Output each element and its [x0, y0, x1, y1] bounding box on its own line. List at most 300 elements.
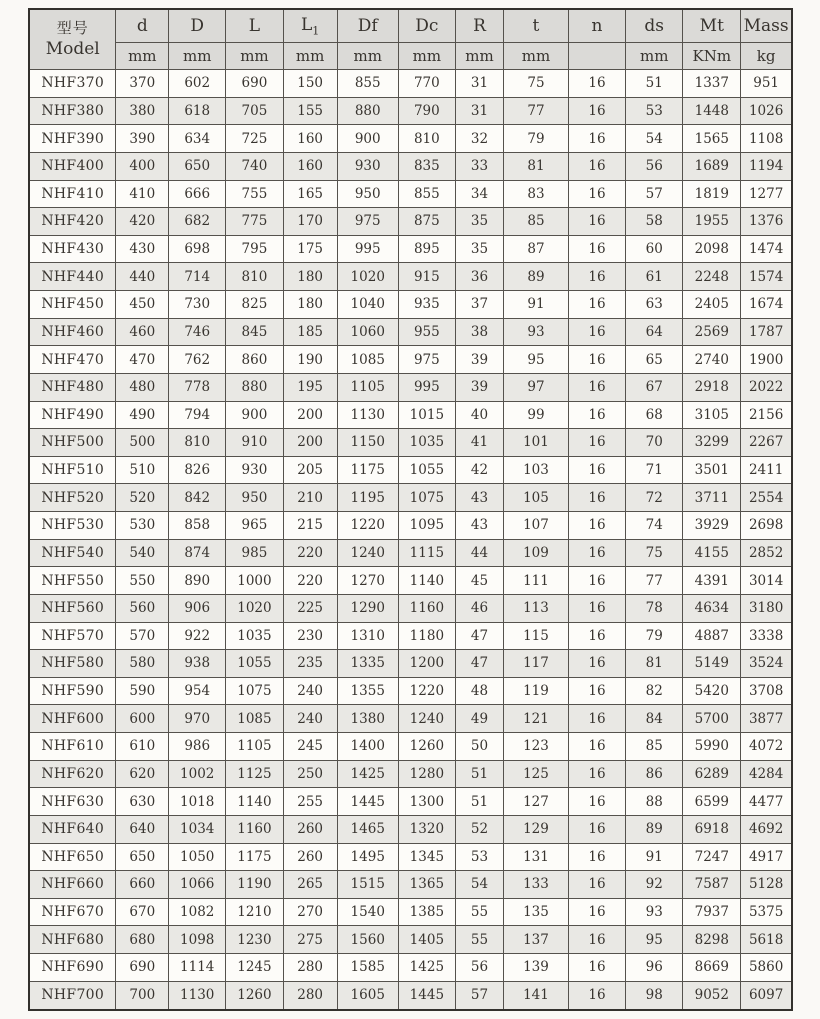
cell-ds: 53 [626, 97, 683, 125]
cell-d: 480 [116, 373, 169, 401]
cell-L: 1125 [226, 760, 283, 788]
cell-d: 590 [116, 677, 169, 705]
cell-Dc: 915 [398, 263, 455, 291]
cell-Mass: 3877 [741, 705, 792, 733]
cell-R: 57 [455, 981, 503, 1010]
cell-D: 618 [169, 97, 226, 125]
cell-Mass: 3014 [741, 567, 792, 595]
cell-L: 810 [226, 263, 283, 291]
cell-n: 16 [568, 815, 625, 843]
table-row [29, 152, 792, 180]
cell-n: 16 [568, 594, 625, 622]
cell-R: 38 [455, 318, 503, 346]
cell-R: 41 [455, 429, 503, 457]
cell-L1: 230 [283, 622, 337, 650]
cell-Mass: 4072 [741, 733, 792, 761]
cell-Mass: 1108 [741, 125, 792, 153]
table-row [29, 650, 792, 678]
cell-Dc: 1240 [398, 705, 455, 733]
table-row [29, 567, 792, 595]
column-unit-R: mm [455, 43, 503, 70]
cell-ds: 51 [626, 70, 683, 98]
cell-D: 1034 [169, 815, 226, 843]
table-row [29, 815, 792, 843]
cell-t: 107 [504, 512, 569, 540]
cell-Mass: 3524 [741, 650, 792, 678]
cell-D: 666 [169, 180, 226, 208]
cell-L1: 255 [283, 788, 337, 816]
cell-Mt: 2569 [683, 318, 741, 346]
table-row [29, 456, 792, 484]
cell-ds: 72 [626, 484, 683, 512]
cell-t: 139 [504, 954, 569, 982]
cell-L1: 205 [283, 456, 337, 484]
cell-d: 470 [116, 346, 169, 374]
table-row [29, 125, 792, 153]
cell-Mass: 5375 [741, 898, 792, 926]
cell-L: 1020 [226, 594, 283, 622]
cell-Mass: 1376 [741, 208, 792, 236]
cell-t: 103 [504, 456, 569, 484]
cell-Df: 1040 [337, 291, 398, 319]
cell-L: 1160 [226, 815, 283, 843]
cell-L1: 185 [283, 318, 337, 346]
cell-Dc: 1405 [398, 926, 455, 954]
cell-Dc: 810 [398, 125, 455, 153]
cell-Mt: 3105 [683, 401, 741, 429]
cell-d: 650 [116, 843, 169, 871]
cell-ds: 58 [626, 208, 683, 236]
cell-Mass: 4477 [741, 788, 792, 816]
cell-D: 890 [169, 567, 226, 595]
cell-n: 16 [568, 926, 625, 954]
cell-L: 690 [226, 70, 283, 98]
cell-t: 77 [504, 97, 569, 125]
cell-Mass: 2022 [741, 373, 792, 401]
cell-R: 45 [455, 567, 503, 595]
cell-model: NHF570 [29, 622, 116, 650]
cell-L1: 240 [283, 677, 337, 705]
cell-ds: 63 [626, 291, 683, 319]
column-header-t: t [504, 9, 569, 43]
cell-D: 1018 [169, 788, 226, 816]
cell-model: NHF610 [29, 733, 116, 761]
cell-ds: 93 [626, 898, 683, 926]
cell-D: 602 [169, 70, 226, 98]
cell-Dc: 1280 [398, 760, 455, 788]
table-row [29, 512, 792, 540]
cell-R: 56 [455, 954, 503, 982]
cell-L: 795 [226, 235, 283, 263]
cell-model: NHF450 [29, 291, 116, 319]
cell-n: 16 [568, 401, 625, 429]
table-row [29, 484, 792, 512]
cell-L1: 260 [283, 843, 337, 871]
cell-model: NHF530 [29, 512, 116, 540]
cell-D: 762 [169, 346, 226, 374]
cell-n: 16 [568, 152, 625, 180]
column-unit-Dc: mm [398, 43, 455, 70]
cell-L1: 210 [283, 484, 337, 512]
cell-model: NHF700 [29, 981, 116, 1010]
cell-Dc: 1055 [398, 456, 455, 484]
cell-D: 1114 [169, 954, 226, 982]
cell-n: 16 [568, 760, 625, 788]
cell-n: 16 [568, 512, 625, 540]
cell-ds: 86 [626, 760, 683, 788]
cell-t: 129 [504, 815, 569, 843]
cell-L: 1260 [226, 981, 283, 1010]
cell-Dc: 770 [398, 70, 455, 98]
cell-Mass: 4692 [741, 815, 792, 843]
cell-L1: 160 [283, 125, 337, 153]
cell-Mt: 5990 [683, 733, 741, 761]
cell-n: 16 [568, 788, 625, 816]
cell-Df: 1175 [337, 456, 398, 484]
cell-Mt: 3711 [683, 484, 741, 512]
cell-Dc: 1220 [398, 677, 455, 705]
cell-Dc: 1385 [398, 898, 455, 926]
cell-L: 1190 [226, 871, 283, 899]
cell-L: 1055 [226, 650, 283, 678]
cell-Df: 1355 [337, 677, 398, 705]
cell-t: 115 [504, 622, 569, 650]
cell-t: 97 [504, 373, 569, 401]
cell-ds: 57 [626, 180, 683, 208]
cell-L1: 280 [283, 981, 337, 1010]
table-row [29, 954, 792, 982]
cell-R: 44 [455, 539, 503, 567]
cell-Df: 1020 [337, 263, 398, 291]
cell-Mt: 4391 [683, 567, 741, 595]
cell-D: 698 [169, 235, 226, 263]
cell-Df: 1290 [337, 594, 398, 622]
cell-ds: 98 [626, 981, 683, 1010]
cell-Mt: 1689 [683, 152, 741, 180]
cell-model: NHF540 [29, 539, 116, 567]
cell-L1: 190 [283, 346, 337, 374]
cell-Mass: 2267 [741, 429, 792, 457]
cell-L1: 250 [283, 760, 337, 788]
cell-Mt: 2405 [683, 291, 741, 319]
table-row [29, 898, 792, 926]
cell-n: 16 [568, 429, 625, 457]
cell-d: 620 [116, 760, 169, 788]
cell-L1: 150 [283, 70, 337, 98]
cell-L1: 165 [283, 180, 337, 208]
table-row [29, 429, 792, 457]
cell-L: 1210 [226, 898, 283, 926]
cell-Df: 1335 [337, 650, 398, 678]
cell-ds: 95 [626, 926, 683, 954]
table-row [29, 760, 792, 788]
cell-Mt: 1337 [683, 70, 741, 98]
cell-d: 690 [116, 954, 169, 982]
cell-Dc: 1260 [398, 733, 455, 761]
cell-D: 906 [169, 594, 226, 622]
cell-Df: 880 [337, 97, 398, 125]
cell-ds: 82 [626, 677, 683, 705]
cell-t: 101 [504, 429, 569, 457]
cell-model: NHF490 [29, 401, 116, 429]
cell-Mass: 2698 [741, 512, 792, 540]
cell-R: 31 [455, 97, 503, 125]
cell-Mt: 4887 [683, 622, 741, 650]
cell-D: 650 [169, 152, 226, 180]
cell-model: NHF520 [29, 484, 116, 512]
cell-model: NHF400 [29, 152, 116, 180]
cell-D: 1050 [169, 843, 226, 871]
cell-ds: 92 [626, 871, 683, 899]
cell-Mass: 1026 [741, 97, 792, 125]
cell-Df: 1150 [337, 429, 398, 457]
cell-t: 127 [504, 788, 569, 816]
column-unit-ds: mm [626, 43, 683, 70]
cell-n: 16 [568, 318, 625, 346]
cell-ds: 78 [626, 594, 683, 622]
cell-R: 35 [455, 208, 503, 236]
cell-n: 16 [568, 898, 625, 926]
cell-Mt: 4155 [683, 539, 741, 567]
cell-Mass: 1787 [741, 318, 792, 346]
spec-table [28, 8, 793, 1011]
column-unit-Mt: KNm [683, 43, 741, 70]
cell-L1: 220 [283, 567, 337, 595]
cell-model: NHF620 [29, 760, 116, 788]
cell-Dc: 1015 [398, 401, 455, 429]
cell-Df: 1400 [337, 733, 398, 761]
column-header-n: n [568, 9, 625, 43]
cell-ds: 74 [626, 512, 683, 540]
cell-R: 47 [455, 650, 503, 678]
cell-model: NHF640 [29, 815, 116, 843]
cell-t: 93 [504, 318, 569, 346]
table-header [29, 9, 792, 70]
cell-L: 1175 [226, 843, 283, 871]
cell-Mt: 7937 [683, 898, 741, 926]
cell-d: 700 [116, 981, 169, 1010]
cell-Df: 1540 [337, 898, 398, 926]
column-header-sub: 1 [312, 24, 320, 38]
cell-Mt: 3299 [683, 429, 741, 457]
column-unit-d: mm [116, 43, 169, 70]
cell-R: 50 [455, 733, 503, 761]
cell-R: 33 [455, 152, 503, 180]
cell-Df: 1310 [337, 622, 398, 650]
cell-model: NHF690 [29, 954, 116, 982]
cell-Mt: 9052 [683, 981, 741, 1010]
cell-t: 135 [504, 898, 569, 926]
cell-ds: 85 [626, 733, 683, 761]
cell-ds: 70 [626, 429, 683, 457]
cell-Dc: 995 [398, 373, 455, 401]
cell-Dc: 1445 [398, 981, 455, 1010]
cell-D: 954 [169, 677, 226, 705]
table-row [29, 346, 792, 374]
table-row [29, 788, 792, 816]
cell-Mt: 1955 [683, 208, 741, 236]
cell-n: 16 [568, 954, 625, 982]
cell-L1: 195 [283, 373, 337, 401]
cell-t: 117 [504, 650, 569, 678]
cell-n: 16 [568, 677, 625, 705]
table-row [29, 291, 792, 319]
cell-D: 970 [169, 705, 226, 733]
cell-L: 985 [226, 539, 283, 567]
cell-D: 1002 [169, 760, 226, 788]
cell-n: 16 [568, 97, 625, 125]
column-unit-D: mm [169, 43, 226, 70]
cell-n: 16 [568, 705, 625, 733]
cell-t: 91 [504, 291, 569, 319]
column-header-R: R [455, 9, 503, 43]
cell-Df: 1495 [337, 843, 398, 871]
cell-L1: 280 [283, 954, 337, 982]
cell-ds: 75 [626, 539, 683, 567]
cell-d: 450 [116, 291, 169, 319]
cell-R: 46 [455, 594, 503, 622]
cell-Dc: 835 [398, 152, 455, 180]
cell-Mass: 6097 [741, 981, 792, 1010]
cell-L: 1035 [226, 622, 283, 650]
cell-model: NHF470 [29, 346, 116, 374]
cell-Df: 1380 [337, 705, 398, 733]
cell-Mass: 3708 [741, 677, 792, 705]
cell-ds: 71 [626, 456, 683, 484]
cell-Df: 1270 [337, 567, 398, 595]
cell-d: 460 [116, 318, 169, 346]
cell-D: 986 [169, 733, 226, 761]
cell-d: 500 [116, 429, 169, 457]
cell-D: 794 [169, 401, 226, 429]
cell-R: 42 [455, 456, 503, 484]
cell-Mt: 6599 [683, 788, 741, 816]
cell-L: 860 [226, 346, 283, 374]
cell-L: 740 [226, 152, 283, 180]
cell-d: 510 [116, 456, 169, 484]
cell-Df: 1240 [337, 539, 398, 567]
cell-L1: 200 [283, 401, 337, 429]
cell-d: 560 [116, 594, 169, 622]
cell-Df: 1515 [337, 871, 398, 899]
table-row [29, 235, 792, 263]
cell-n: 16 [568, 235, 625, 263]
cell-Mt: 8298 [683, 926, 741, 954]
cell-L1: 170 [283, 208, 337, 236]
cell-Df: 1560 [337, 926, 398, 954]
cell-model: NHF650 [29, 843, 116, 871]
cell-Mt: 6918 [683, 815, 741, 843]
cell-ds: 84 [626, 705, 683, 733]
cell-n: 16 [568, 539, 625, 567]
cell-Mass: 2852 [741, 539, 792, 567]
cell-ds: 77 [626, 567, 683, 595]
cell-t: 95 [504, 346, 569, 374]
cell-n: 16 [568, 180, 625, 208]
cell-Dc: 1320 [398, 815, 455, 843]
cell-t: 123 [504, 733, 569, 761]
cell-t: 111 [504, 567, 569, 595]
cell-Df: 930 [337, 152, 398, 180]
cell-L: 1000 [226, 567, 283, 595]
cell-L1: 175 [283, 235, 337, 263]
cell-L1: 155 [283, 97, 337, 125]
cell-n: 16 [568, 871, 625, 899]
cell-D: 714 [169, 263, 226, 291]
cell-D: 682 [169, 208, 226, 236]
cell-R: 34 [455, 180, 503, 208]
cell-L: 880 [226, 373, 283, 401]
cell-Dc: 935 [398, 291, 455, 319]
cell-Dc: 790 [398, 97, 455, 125]
cell-R: 48 [455, 677, 503, 705]
column-unit-Df: mm [337, 43, 398, 70]
column-unit-n [568, 43, 625, 70]
cell-model: NHF370 [29, 70, 116, 98]
cell-R: 51 [455, 788, 503, 816]
cell-L: 1105 [226, 733, 283, 761]
cell-Mt: 3501 [683, 456, 741, 484]
cell-Mass: 3338 [741, 622, 792, 650]
cell-D: 858 [169, 512, 226, 540]
cell-d: 400 [116, 152, 169, 180]
table-row [29, 843, 792, 871]
cell-Df: 1605 [337, 981, 398, 1010]
cell-D: 730 [169, 291, 226, 319]
cell-ds: 65 [626, 346, 683, 374]
cell-Dc: 1115 [398, 539, 455, 567]
cell-model: NHF460 [29, 318, 116, 346]
cell-Mt: 2740 [683, 346, 741, 374]
cell-D: 1130 [169, 981, 226, 1010]
cell-R: 55 [455, 926, 503, 954]
model-header-cn: 型号 [56, 18, 89, 37]
table-row [29, 401, 792, 429]
cell-Df: 1445 [337, 788, 398, 816]
cell-t: 81 [504, 152, 569, 180]
column-header-d: d [116, 9, 169, 43]
cell-D: 634 [169, 125, 226, 153]
cell-L: 725 [226, 125, 283, 153]
cell-L1: 260 [283, 815, 337, 843]
cell-Mass: 1194 [741, 152, 792, 180]
table-row [29, 208, 792, 236]
cell-R: 43 [455, 512, 503, 540]
cell-L1: 235 [283, 650, 337, 678]
cell-R: 43 [455, 484, 503, 512]
cell-t: 137 [504, 926, 569, 954]
cell-L: 1085 [226, 705, 283, 733]
cell-Dc: 1300 [398, 788, 455, 816]
cell-D: 746 [169, 318, 226, 346]
cell-n: 16 [568, 843, 625, 871]
cell-t: 121 [504, 705, 569, 733]
cell-L: 775 [226, 208, 283, 236]
cell-L1: 220 [283, 539, 337, 567]
cell-n: 16 [568, 263, 625, 291]
cell-Dc: 1425 [398, 954, 455, 982]
cell-Dc: 1345 [398, 843, 455, 871]
cell-t: 133 [504, 871, 569, 899]
cell-d: 380 [116, 97, 169, 125]
column-unit-t: mm [504, 43, 569, 70]
cell-R: 39 [455, 373, 503, 401]
cell-t: 79 [504, 125, 569, 153]
cell-t: 141 [504, 981, 569, 1010]
cell-model: NHF660 [29, 871, 116, 899]
cell-t: 109 [504, 539, 569, 567]
cell-Dc: 895 [398, 235, 455, 263]
